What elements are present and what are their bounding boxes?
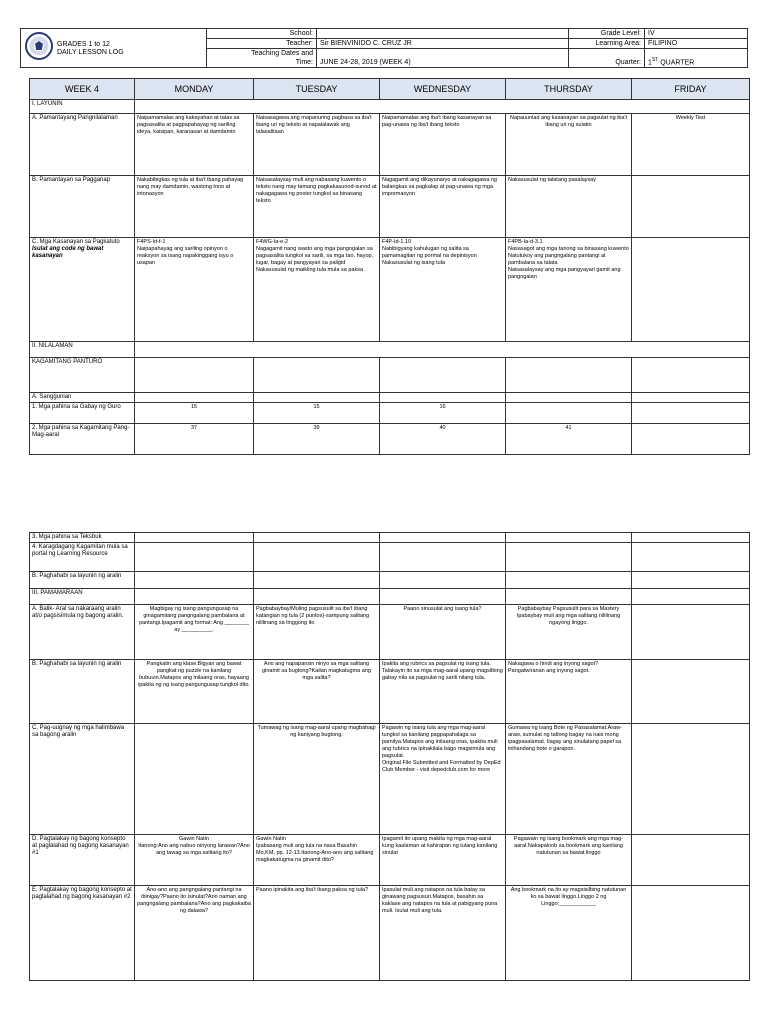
blank-cell bbox=[380, 572, 506, 589]
row-label: B. Paghahabi sa layunin ng aralin bbox=[30, 572, 135, 589]
cell-thu: Nakagawa o hindi ang inyong sagot?Pangatwiranan ang inyong sagot. bbox=[506, 660, 632, 724]
row-label: 4. Karagdagang Kagamitan mula sa portal ng Learning Resource bbox=[30, 543, 135, 572]
day-tuesday: TUESDAY bbox=[254, 79, 380, 100]
cell-fri bbox=[632, 886, 750, 981]
blank-cell bbox=[135, 533, 254, 543]
blank-cell bbox=[506, 393, 632, 403]
header bbox=[20, 28, 748, 68]
cell-tue: F4WG-Ia-e-2 Nagagamit nang wasto ang mga pangngalan sa pagsasalita tungkol sa sarili, sa mga tao, hayop, lugar, bagay at pangyayari sa paligid Nakasusulat ng maikling tula mula sa paksa bbox=[254, 238, 380, 342]
title-line-1: GRADES 1 to 12 bbox=[57, 41, 110, 48]
teacher-label: Teacher: bbox=[207, 39, 317, 49]
teaching-dates-label: Teaching Dates and bbox=[207, 49, 317, 59]
row-sanggunian: A. Sanggunian bbox=[30, 393, 135, 403]
cell-mon: Ano-ano ang pangngalang pantangi na ibinigay?Paano ito isinulat?Ano naman ang pangngalang pambalana?Ano ang pagkakaiba ng dalawa? bbox=[135, 886, 254, 981]
quarter-sup: ST bbox=[651, 56, 659, 63]
grade-label: Grade Level: bbox=[569, 29, 645, 39]
cell-wed: 40 bbox=[380, 424, 506, 455]
row-label: A. Pamantayang Pangnilalaman bbox=[30, 114, 135, 176]
row-kagamitan: KAGAMITANG PANTURO bbox=[30, 358, 135, 393]
cell-fri bbox=[632, 238, 750, 342]
blank-cell bbox=[632, 533, 750, 543]
cell-tue: Tumawag ng isang mag-aaral upang magbahagi ng kaniyang bugtong. bbox=[254, 724, 380, 835]
cell-tue: Ano ang napapansin ninyo sa mga salitang ginamit sa bugtong?Kailan magkatugma ang mga salita? bbox=[254, 660, 380, 724]
row-label: B. Paghahabi sa layunin ng aralin bbox=[30, 660, 135, 724]
blank-cell bbox=[135, 358, 254, 393]
blank-cell bbox=[380, 393, 506, 403]
row-label: 1. Mga pahina sa Gabay ng Guro bbox=[30, 403, 135, 424]
cell-mon: Naipamamalas ang kakayahan at tatas sa pagsasalita at pagpapahayag ng sariling ideya, kaisipan, karanasan at damdamin bbox=[135, 114, 254, 176]
area-value: FILIPINO bbox=[645, 39, 748, 49]
quarter-text: QUARTER bbox=[658, 59, 695, 66]
blank-cell bbox=[380, 533, 506, 543]
cell-tue: Naisasalaysay muli ang nabasang kuwento o teksto nang may tamang pagkakasunod-sunod at nakagagawa ng poster tungkol sa binasang teksto bbox=[254, 176, 380, 238]
blank-cell bbox=[380, 543, 506, 572]
blank-cell bbox=[254, 589, 380, 605]
blank-cell bbox=[135, 543, 254, 572]
school-label: School: bbox=[207, 29, 317, 39]
cell-thu: Pagbabaybay Pagsusulit para sa Mastery Ipabaybay muli ang mga salitang nililinang ngayong linggo. bbox=[506, 605, 632, 660]
cell-mon: F4PS-Id-f-1 Naipapahayag ang sariling opinyon o reaksyon sa isang napakinggang isyu o usapan bbox=[135, 238, 254, 342]
cell-thu: Ang bookmark na ito ay magsisilbing natutunan ko sa bawat linggo.Linggo 2 ng Linggo:____________ bbox=[506, 886, 632, 981]
cell-fri bbox=[632, 403, 750, 424]
lesson-grid-page-2 bbox=[0, 532, 768, 981]
blank-cell bbox=[254, 358, 380, 393]
cell-tue: Pagbabaybay/Muling pagsusulit sa iba't ibang katangian ng tula (2 puntos)-sampung salitang nililinang sa linggong ito bbox=[254, 605, 380, 660]
cell-fri bbox=[632, 724, 750, 835]
cell-thu: Nakasusulat ng talatang pasalaysay bbox=[506, 176, 632, 238]
cell-mon bbox=[135, 724, 254, 835]
cell-thu: F4PB-Ia-d-3.1 Nasasagot ang mga tanong sa binasang kuwento Natutukoy ang pangngalang pantangi at pambalana sa talata Naisasalaysay ang mga pangyayari gamit ang pangngalan bbox=[506, 238, 632, 342]
title-line-2: DAILY LESSON LOG bbox=[57, 49, 124, 56]
blank-cell bbox=[254, 543, 380, 572]
cell-mon: 37 bbox=[135, 424, 254, 455]
cell-thu: Gumawa ng isang Bote ng Pasasalamat.Araw-araw, sumulat ng tatlong bagay na nais mong ipagpasalamat. Ilagay ang sinulatang papel sa inihandang bote o garapon. bbox=[506, 724, 632, 835]
quarter-num: 1 bbox=[648, 59, 652, 66]
week-header: WEEK 4 bbox=[30, 79, 135, 100]
cell-wed: Ipasulat muli ang natapos na tula batay sa ginawang pagsusuri.Matapos, basahin sa kaklase ang natapos na tula at pabigyang puna muli. Isulat muli ang tula. bbox=[380, 886, 506, 981]
blank-cell bbox=[632, 589, 750, 605]
quarter-value bbox=[645, 49, 748, 68]
cell-wed: Paano sinusulat ang isang tula? bbox=[380, 605, 506, 660]
day-thursday: THURSDAY bbox=[506, 79, 632, 100]
cell-fri bbox=[632, 605, 750, 660]
cell-wed: Pagawin ng isang tula ang mga mag-aaral tungkol sa kanilang pagpapahalaga sa pamilya.Matapos ang inilaang oras, ipakita muli ang rubrics na ipinakilala bago magsimula ang pagsulat. Original File Submitted and Formatted by DepEd Club Member - visit depedclub.com for more bbox=[380, 724, 506, 835]
day-friday: FRIDAY bbox=[632, 79, 750, 100]
cell-fri bbox=[632, 835, 750, 886]
cell-tue: Paano ipinakita ang iba't ibang paksa ng tula? bbox=[254, 886, 380, 981]
row-label-skills bbox=[30, 238, 135, 342]
cell-wed: Ipakita ang rubrics sa pagsulat ng isang tula. Talakayin ito sa mga mag-aaral upang magsilbing gabay nila sa pagsulat ng sarili nilang tula. bbox=[380, 660, 506, 724]
blank-cell bbox=[632, 358, 750, 393]
blank-cell bbox=[506, 358, 632, 393]
cell-tue: Naisasagawa ang mapanuring pagbasa sa iba't ibang uri ng teksto at napalalawak ang talasalitaan bbox=[254, 114, 380, 176]
section-pamamaraan: III. PAMAMARAAN bbox=[30, 589, 135, 605]
area-label: Learning Area: bbox=[569, 39, 645, 49]
dates-value: JUNE 24-28, 2019 (WEEK 4) bbox=[317, 49, 569, 68]
blank-cell bbox=[135, 393, 254, 403]
deped-seal-icon bbox=[25, 32, 53, 60]
row-label: 3. Mga pahina sa Teksbuk bbox=[30, 533, 135, 543]
skills-label: C. Mga Kasanayan sa Pagkatuto bbox=[32, 239, 120, 245]
cell-wed: Ipagamit ito upang makita ng mga mag-aaral kung kaalaman at kahirapan ng tulang kanilang sinulat bbox=[380, 835, 506, 886]
cell-thu bbox=[506, 403, 632, 424]
cell-mon: 15 bbox=[135, 403, 254, 424]
cell-fri bbox=[632, 176, 750, 238]
blank-cell bbox=[632, 572, 750, 589]
cell-mon: Gawin Natin Itanong:Ano ang nabuo ninyong larawan?Ano ang tawag sa mga salitang ito? bbox=[135, 835, 254, 886]
cell-fri: Weekly Test bbox=[632, 114, 750, 176]
blank-cell bbox=[135, 572, 254, 589]
cell-thu: Napauunlad ang kasanayan sa pagsulat ng iba't ibang uri ng sulatin bbox=[506, 114, 632, 176]
grade-value: IV bbox=[645, 29, 748, 39]
row-label: C. Pag-uugnay ng mga halimbawa sa bagong aralin bbox=[30, 724, 135, 835]
blank-cell bbox=[254, 393, 380, 403]
blank-cell bbox=[632, 393, 750, 403]
row-label: A. Balik- Aral sa nakaraang aralin at/o pagsisimula ng bagong aralin. bbox=[30, 605, 135, 660]
blank-cell bbox=[135, 589, 254, 605]
cell-wed: F4P-Id-1.10 Nabibigyang kahulugan ng salita sa pamamagitan ng pormal na depinisyon Nakasusulat ng isang tula bbox=[380, 238, 506, 342]
row-label: D. Pagtalakay ng bagong konsepto at paglalahad ng bagong kasanayan #1 bbox=[30, 835, 135, 886]
blank-cell bbox=[506, 572, 632, 589]
cell-tue: 39 bbox=[254, 424, 380, 455]
header-title bbox=[57, 41, 124, 57]
blank-cell bbox=[506, 543, 632, 572]
blank-cell bbox=[506, 589, 632, 605]
cell-wed: Naipamamalas ang iba't ibang kasanayan sa pag-unawa ng iba't ibang teksto bbox=[380, 114, 506, 176]
cell-wed: 16 bbox=[380, 403, 506, 424]
time-label: Time: bbox=[207, 58, 317, 68]
blank-cell bbox=[135, 342, 750, 358]
cell-tue: 15 bbox=[254, 403, 380, 424]
day-monday: MONDAY bbox=[135, 79, 254, 100]
blank-cell bbox=[254, 572, 380, 589]
skills-sublabel: Isulat ang code ng bawat kasanayan bbox=[32, 246, 104, 259]
lesson-grid-page-1 bbox=[0, 78, 768, 455]
cell-thu: 41 bbox=[506, 424, 632, 455]
school-value bbox=[317, 29, 569, 39]
cell-wed: Nagagamit ang dikayunaryo at nakagagawa ng balangkas sa pagkalap at pag-unawa ng mga impormasyon bbox=[380, 176, 506, 238]
blank-cell bbox=[632, 543, 750, 572]
teacher-value: Sir BIENVINIDO C. CRUZ JR bbox=[317, 39, 569, 49]
section-nilalaman: II. NILALAMAN bbox=[30, 342, 135, 358]
cell-tue: Gawin Natin Ipabasang muli ang tula na nasa Basahin Mo,KM, pp. 12-13.Itanong-Ano-ano ang salitang magkakatugma na ginamit dito? bbox=[254, 835, 380, 886]
quarter-label: Quarter: bbox=[569, 49, 645, 68]
cell-thu: Pagawain ng isang bookmark ang mga mag-aaral.Nakapaloob sa bookmark ang kanilang natutunan sa bawat linggo bbox=[506, 835, 632, 886]
row-label: E. Pagtalakay ng bagong konsepto at paglalahad ng bagong kasanayan #2 bbox=[30, 886, 135, 981]
cell-mon: Magbigay ng isang pangungusap na ginagamitang pangngalang pambalana at pantangi.Ipagamit ang format: Ang ________ ay __________. bbox=[135, 605, 254, 660]
blank-cell bbox=[380, 358, 506, 393]
blank-cell bbox=[254, 533, 380, 543]
blank-cell bbox=[135, 100, 750, 114]
blank-cell bbox=[380, 589, 506, 605]
cell-fri bbox=[632, 660, 750, 724]
day-wednesday: WEDNESDAY bbox=[380, 79, 506, 100]
cell-mon: Pangkatin ang klase.Bigyan ang bawat pangkat ng puzzle na kanilang bubuuin.Matapos ang inilaang oras, hayaang ipakita ng ng isang pangungusap tungkol dito. bbox=[135, 660, 254, 724]
row-label: B. Pamantayan sa Pagganap bbox=[30, 176, 135, 238]
cell-mon: Nakabibigkas ng tula at iba't ibang pahayag nang may damdamin, wastong tono at intonasyon bbox=[135, 176, 254, 238]
blank-cell bbox=[506, 533, 632, 543]
section-layunin: I. LAYUNIN bbox=[30, 100, 135, 114]
header-logo-cell bbox=[21, 29, 207, 68]
cell-fri bbox=[632, 424, 750, 455]
row-label: 2. Mga pahina sa Kagamitang Pang- Mag-aaral bbox=[30, 424, 135, 455]
